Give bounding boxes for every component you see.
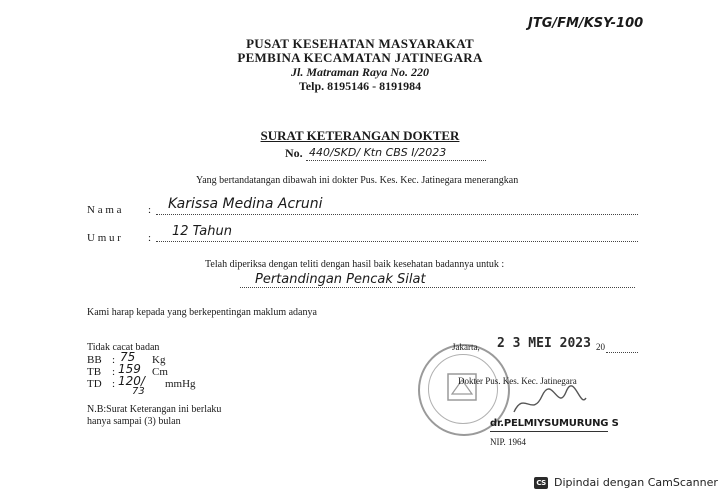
vitals-heading: Tidak cacat badan	[87, 342, 160, 353]
date-stamp: 2 3 MEI 2023	[497, 336, 591, 351]
age-label: U m u r	[87, 232, 121, 244]
header-phone: Telp. 8195146 - 8191984	[298, 79, 422, 93]
doctor-name: dr.PELMIYSUMURUNG S	[490, 418, 619, 429]
letter-number-value: 440/SKD/ Ktn CBS I/2023	[309, 146, 447, 159]
td-label: TD	[87, 378, 102, 390]
purpose-dotted-line	[240, 287, 635, 288]
age-value: 12 Tahun	[172, 224, 232, 239]
header-line2: PEMBINA KECAMATAN JATINEGARA	[237, 50, 483, 65]
camscanner-watermark	[534, 476, 718, 489]
purpose-value: Pertandingan Pencak Silat	[255, 272, 426, 287]
bb-label: BB	[87, 354, 102, 366]
closing-text: Kami harap kepada yang berkepentingan maklum adanya	[87, 307, 317, 318]
doctor-nip: NIP. 1964	[490, 437, 527, 447]
signature-scribble-icon	[510, 382, 590, 422]
bb-colon: :	[112, 354, 116, 366]
camscanner-logo-icon: CS	[534, 477, 548, 489]
name-colon: :	[148, 204, 152, 216]
form-code: JTG/FM/KSY-100	[528, 16, 644, 31]
name-label: N a m a	[87, 204, 122, 216]
examined-text: Telah diperiksa dengan teliti dengan hasil baik kesehatan badannya untuk :	[205, 259, 505, 270]
signature-place: Jakarta,	[452, 342, 480, 352]
age-colon: :	[148, 232, 152, 244]
name-dotted-line	[156, 214, 638, 215]
header-address: Jl. Matraman Raya No. 220	[290, 65, 429, 79]
td-unit: mmHg	[165, 378, 196, 390]
age-dotted-line	[156, 241, 638, 242]
camscanner-text: Dipindai dengan CamScanner	[554, 476, 718, 489]
bb-unit: Kg	[152, 354, 166, 366]
td-value-lower: 73	[132, 386, 145, 397]
header-line1: PUSAT KESEHATAN MASYARAKAT	[246, 36, 474, 51]
note-line2: hanya sampai (3) bulan	[87, 416, 181, 427]
name-value: Karissa Medina Acruni	[168, 196, 323, 212]
td-value: 120/	[118, 374, 145, 388]
year-suffix: 20	[596, 342, 605, 352]
tb-unit: Cm	[152, 366, 168, 378]
tb-colon: :	[112, 366, 116, 378]
note-line1: N.B:Surat Keterangan ini berlaku	[87, 404, 222, 415]
letter-title: SURAT KETERANGAN DOKTER	[260, 128, 460, 143]
tb-label: TB	[87, 366, 102, 378]
doctor-name-underline	[490, 431, 608, 432]
bb-value: 75	[120, 350, 136, 364]
date-dotted-line	[606, 352, 638, 353]
td-colon: :	[112, 378, 116, 390]
letter-number-label: No.	[285, 146, 303, 160]
intro-text: Yang bertandatangan dibawah ini dokter Pus. Kes. Kec. Jatinegara menerangkan	[196, 175, 519, 186]
tb-value: 159	[118, 362, 141, 376]
number-dotted-line	[306, 160, 486, 161]
signature-role: Dokter Pus. Kes. Kec. Jatinegara	[458, 376, 577, 386]
